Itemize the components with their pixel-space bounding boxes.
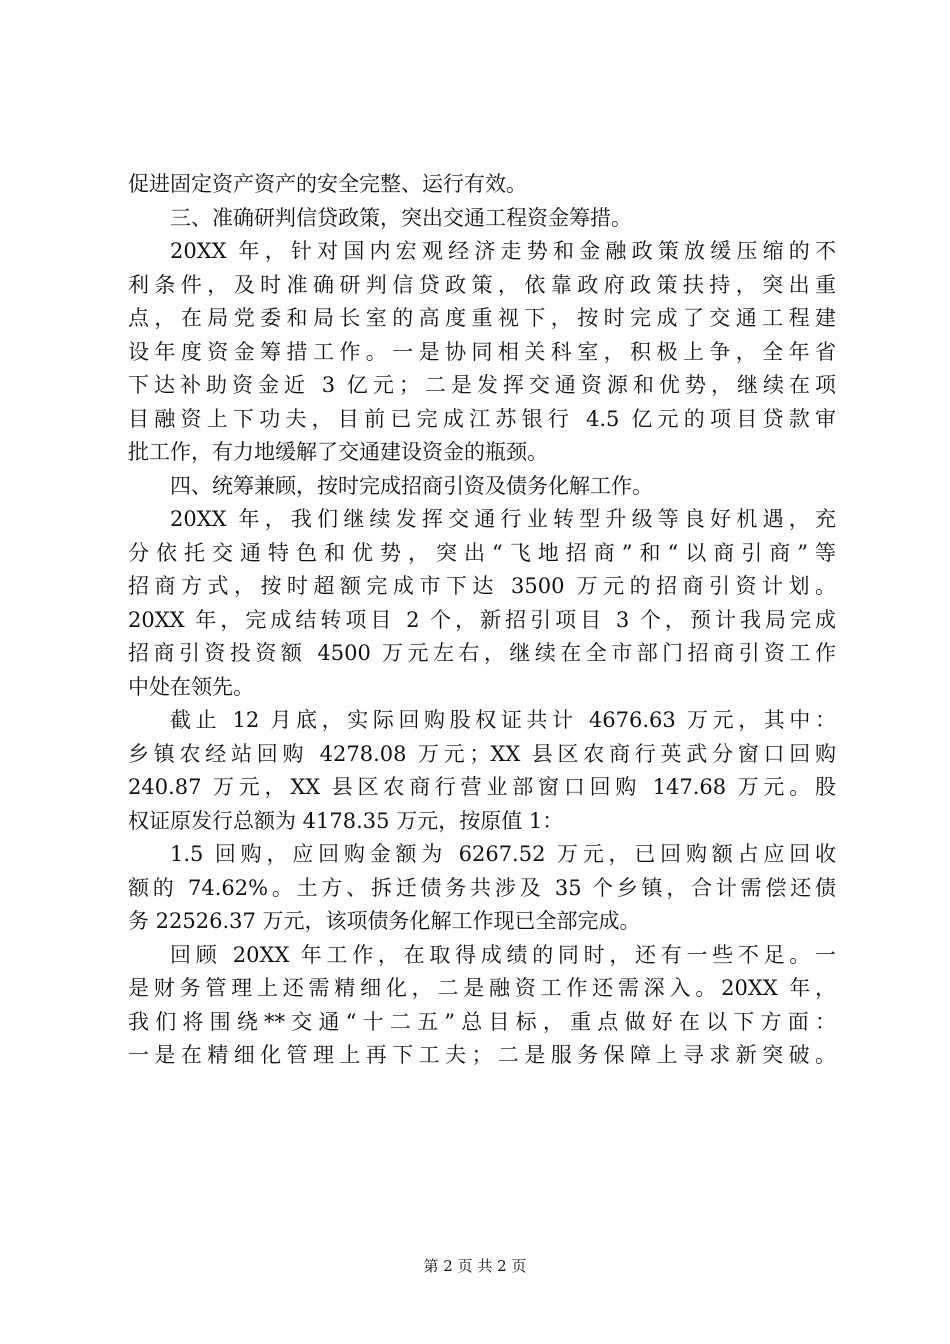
text-line: 目融资上下功夫，目前已完成江苏银行 4.5 亿元的项目贷款审 [128,406,836,431]
text-line: 我们将围绕**交通“十二五”总目标，重点做好在以下方面： [128,1009,836,1034]
text-line: 1.5 回购，应回购金额为 6267.52 万元，已回购额占应回收 [170,842,836,866]
text-line: 240.87 万元，XX 县区农商行营业部窗口回购 147.68 万元。股 [128,775,836,799]
text-line: 三、准确研判信贷政策，突出交通工程资金筹措。 [170,205,632,230]
text-line: 乡镇农经站回购 4278.08 万元；XX 县区农商行英武分窗口回购 [128,741,836,766]
text-line: 批工作，有力地缓解了交通建设资金的瓶颈。 [128,440,548,464]
text-line: 是财务管理上还需精细化，二是融资工作还需深入。20XX 年， [128,976,836,1000]
text-line: 截止 12 月底，实际回购股权证共计 4676.63 万元，其中： [170,708,836,732]
text-line: 中处在领先。 [128,674,254,699]
document-body [128,168,836,1073]
text-line: 招商方式，按时超额完成市下达 3500 万元的招商引资计划。 [128,574,836,598]
text-line: 点，在局党委和局长室的高度重视下，按时完成了交通工程建 [128,306,836,330]
page-footer: 第 2 页 共 2 页 [423,1257,527,1275]
text-line: 设年度资金筹措工作。一是协同相关科室，积极上争，全年省 [128,339,836,364]
text-line: 招商引资投资额 4500 万元左右，继续在全市部门招商引资工作 [128,641,836,665]
text-line: 一是在精细化管理上再下工夫；二是服务保障上寻求新突破。 [128,1043,836,1067]
text-line: 回顾 20XX 年工作，在取得成绩的同时，还有一些不足。一 [170,942,836,967]
text-line: 20XX 年，针对国内宏观经济走势和金融政策放缓压缩的不 [170,239,836,263]
text-line: 20XX 年，完成结转项目 2 个，新招引项目 3 个，预计我局完成 [128,607,836,632]
text-line: 20XX 年，我们继续发挥交通行业转型升级等良好机遇，充 [170,507,836,531]
text-line: 权证原发行总额为 4178.35 万元，按原值 1： [128,808,564,833]
text-line: 额的 74.62%。土方、拆迁债务共涉及 35 个乡镇，合计需偿还债 [128,875,836,900]
text-line: 务 22526.37 万元，该项债务化解工作现已全部完成。 [128,909,641,933]
text-line: 利条件，及时准确研判信贷政策，依靠政府政策扶持，突出重 [128,272,836,297]
text-line: 分依托交通特色和优势，突出“飞地招商”和“以商引商”等 [128,540,836,565]
text-line: 下达补助资金近 3 亿元；二是发挥交通资源和优势，继续在项 [128,373,836,397]
text-line: 四、统筹兼顾，按时完成招商引资及债务化解工作。 [170,473,653,498]
text-line: 促进固定资产资产的安全完整、运行有效。 [128,172,527,196]
